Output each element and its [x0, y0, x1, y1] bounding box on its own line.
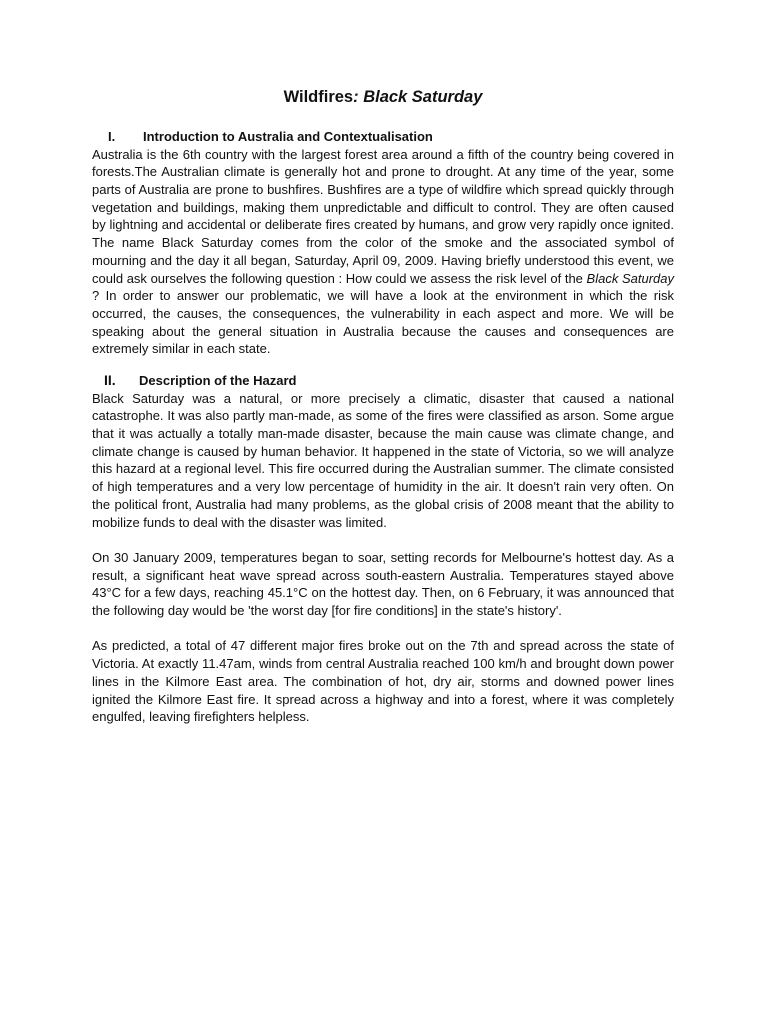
- section-2-title: Description of the Hazard: [139, 373, 297, 389]
- title-main: Wildfires: [283, 88, 354, 106]
- section-1-italic-term: Black Saturday: [586, 270, 674, 286]
- section-2-heading: [92, 372, 674, 390]
- section-1-title: Introduction to Australia and Contextualisation: [143, 129, 433, 144]
- section-2-paragraph-3: As predicted, a total of 47 different major fires broke out on the 7th and spread across the state of Victoria. At exactly 11.47am, winds from central Australia reached 100 km/h and brought down power lines in the Kilmore East area. The combination of hot, dry air, storms and downed power lines ignited the Kilmore East fire. It spread across a highway and into a forest, where it was completely engulfed, leaving firefighters helpless.: [92, 638, 674, 725]
- section-1-text-a: Australia is the 6th country with the largest forest area around a fifth of the country being covered in forests.The Australian climate is generally hot and prone to drought. At any time of the year, some parts of Australia are prone to bushfires. Bushfires are a type of wildfire which spread quickly through vegetation and buildings, making them unpredictable and difficult to control. They are often caused by lightning and accidental or deliberate fires created by humans, and grow very rapidly once ignited. The name Black Saturday comes from the color of the smoke and the associated symbol of mourning and the day it all began, Saturday, April 09, 2009. Having briefly understood this event, we could ask ourselves the following question : How could we assess the risk level of the: [92, 146, 674, 286]
- section-2-paragraph-2: On 30 January 2009, temperatures began to soar, setting records for Melbourne's hottest day. As a result, a significant heat wave spread across south-eastern Australia. Temperatures stayed above 43°C for a few days, reaching 45.1°C on the hottest day. Then, on 6 February, it was announced that the following day would be 'the worst day [for fire conditions] in the state's history'.: [92, 549, 674, 619]
- section-2-paragraph-1: Black Saturday was a natural, or more precisely a climatic, disaster that caused a national catastrophe. It was also partly man-made, as some of the fires were classified as arson. Some argue that it was actually a totally man-made disaster, because the main cause was climate change, and climate change is caused by human behavior. It happened in the state of Victoria, so we will analyze this hazard at a regional level. This fire occurred during the Australian summer. The climate consisted of high temperatures and a very low percentage of humidity in the air. It doesn't rain very often. On the political front, Australia had many problems, as the global crisis of 2008 meant that the ability to mobilize funds to deal with the disaster was limited.: [92, 390, 674, 530]
- section-1-paragraph: [92, 146, 674, 358]
- title-subtitle: Black Saturday: [363, 88, 483, 106]
- section-1-number: I.: [108, 129, 116, 144]
- section-2-number: II.: [104, 372, 116, 389]
- document-page: [92, 86, 674, 726]
- section-1-text-b: ? In order to answer our problematic, we will have a look at the environment in which the risk occurred, the causes, the consequences, the vulnerability in each aspect and more. We will be speaking about the general situation in Australia because the causes and consequences are extremely similar in each state.: [92, 288, 674, 357]
- section-1-heading: [92, 128, 674, 146]
- document-title: [92, 86, 674, 108]
- title-separator: :: [353, 88, 364, 106]
